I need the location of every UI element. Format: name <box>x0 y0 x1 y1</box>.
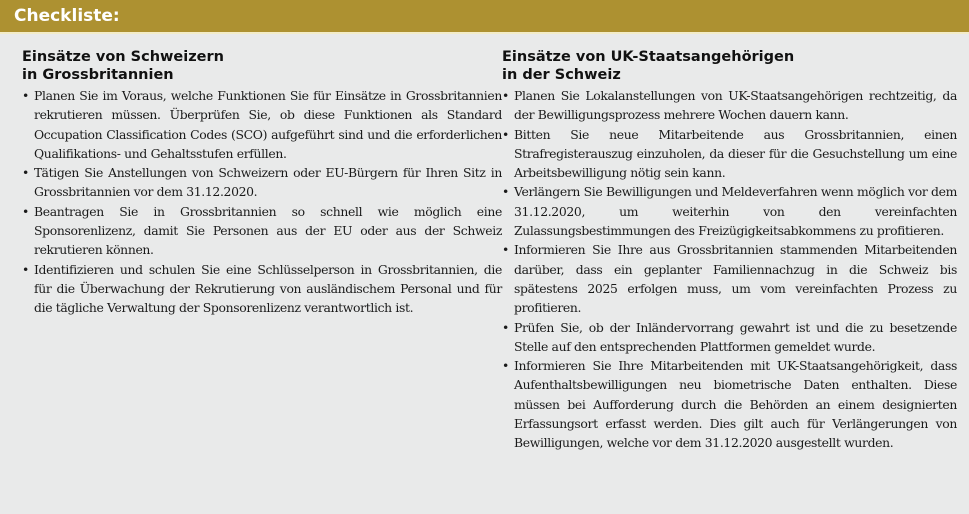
list-item: • Prüfen Sie, ob der Inländervorrang gewahrt ist und die zu besetzende Stelle auf den entsprechenden Plattformen gemeldet wurde. <box>502 319 957 354</box>
left-heading-line1: Einsätze von Schweizern <box>22 49 224 65</box>
list-item: • Verlängern Sie Bewilligungen und Meldeverfahren wenn möglich vor dem 31.12.2020, um weiterhin von den vereinfachten Zulassungsbestimmungen des Freizügigkeitsabkommens zu profitieren. <box>502 184 957 239</box>
right-bullet-list <box>502 86 957 453</box>
checklist-header <box>0 0 969 34</box>
bullet-icon: • <box>502 184 509 200</box>
left-heading-line2: in Grossbritannien <box>22 67 174 83</box>
bullet-icon: • <box>22 203 29 219</box>
list-item: • Planen Sie Lokalanstellungen von UK-Staatsangehörigen rechtzeitig, da der Bewilligungsprozess mehrere Wochen dauern kann. <box>502 88 957 123</box>
bullet-icon: • <box>502 126 509 142</box>
right-column-heading <box>502 48 957 84</box>
bullet-icon: • <box>502 88 509 103</box>
list-item: • Bitten Sie neue Mitarbeitende aus Grossbritannien, einen Strafregisterauszug einzuholen, da dieser für die Gesuchstellung um eine Arbeitsbewilligung nötig sein kann. <box>502 126 957 181</box>
left-column <box>22 34 502 514</box>
list-item: • Planen Sie im Voraus, welche Funktionen Sie für Einsätze in Grossbritannien rekrutieren müssen. Überprüfen Sie, ob diese Funktionen als Standard Occupation Classification Codes (SCO) aufgeführt sind und die erforderlichen Qualifikations- und Gehaltsstufen erfüllen. <box>22 88 502 161</box>
bullet-icon: • <box>22 261 29 277</box>
bullet-icon: • <box>22 165 29 181</box>
list-item: • Beantragen Sie in Grossbritannien so schnell wie möglich eine Sponsorenlizenz, damit Sie Personen aus der EU oder aus der Schweiz rekrutieren können. <box>22 203 502 258</box>
list-item: • Identifizieren und schulen Sie eine Schlüsselperson in Grossbritannien, die für die Überwachung der Rekrutierung von ausländischem Personal und für die tägliche Verwaltung der Sponsorenlizenz verantwortlich ist. <box>22 261 502 316</box>
bullet-icon: • <box>502 242 509 258</box>
right-heading-line2: in der Schweiz <box>502 67 621 83</box>
header-title: Checkliste: <box>14 6 120 26</box>
right-column <box>502 34 957 514</box>
bullet-icon: • <box>22 88 29 103</box>
list-item: • Tätigen Sie Anstellungen von Schweizern oder EU-Bürgern für Ihren Sitz in Grossbritannien vor dem 31.12.2020. <box>22 165 502 200</box>
right-heading-line1: Einsätze von UK-Staatsangehörigen <box>502 49 795 65</box>
bullet-icon: • <box>502 358 509 374</box>
bullet-icon: • <box>502 319 509 335</box>
left-bullet-list <box>22 86 502 318</box>
list-item: • Informieren Sie Ihre aus Grossbritannien stammenden Mitarbeitenden darüber, dass ein geplanter Familiennachzug in die Schweiz bis spätestens 2025 erfolgen muss, um vom vereinfachten Prozess zu profitieren. <box>502 242 957 316</box>
checklist-content <box>0 34 969 514</box>
left-column-heading <box>22 48 502 84</box>
list-item: • Informieren Sie Ihre Mitarbeitenden mit UK-Staatsangehörigkeit, dass Aufenthaltsbewilligungen neu biometrische Daten enthalten. Diese müssen bei Aufforderung durch die Behörden an einem designierten Erfassungsort erfasst werden. Dies gilt auch für Verlängerungen von Bewilligungen, welche vor dem 31.12.2020 ausgestellt wurden. <box>502 358 957 451</box>
